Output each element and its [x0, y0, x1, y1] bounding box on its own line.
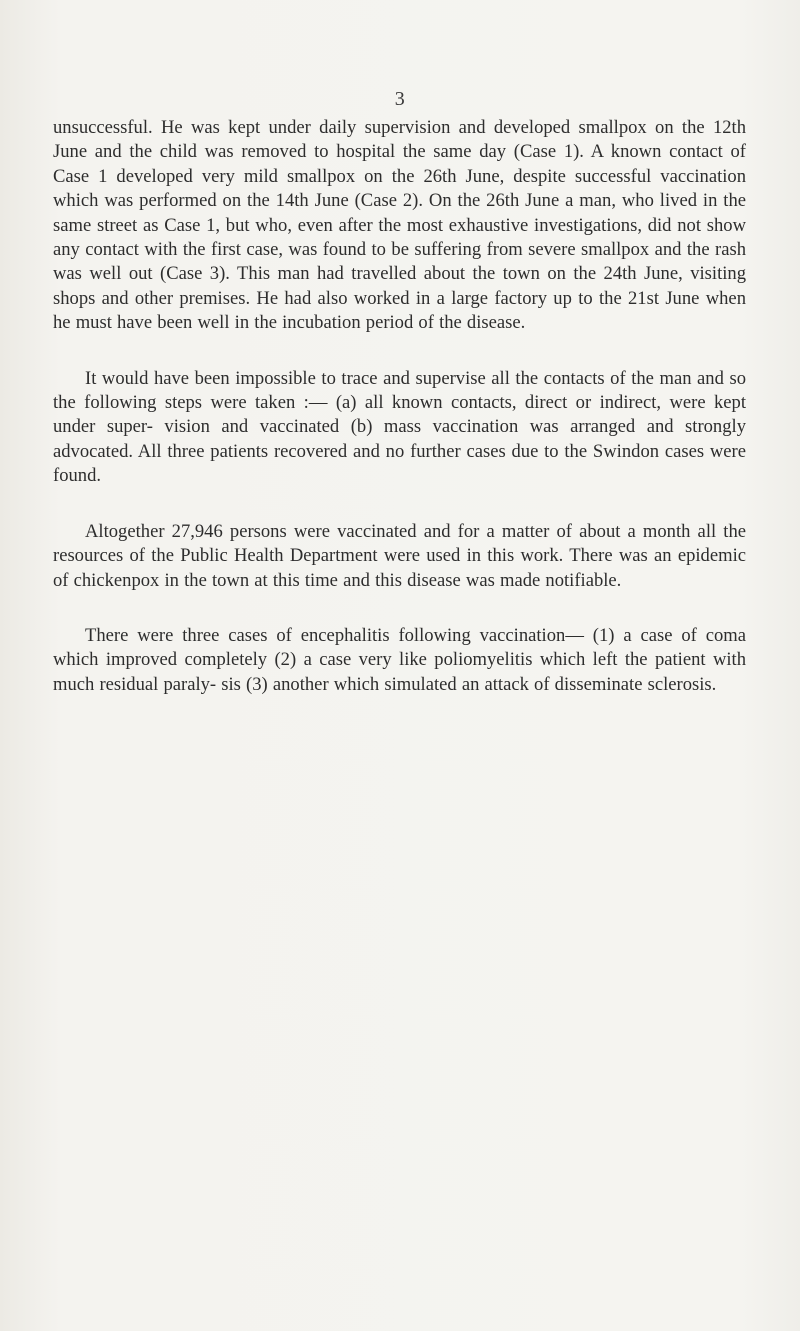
body-text [53, 116, 746, 697]
paragraph-vaccination-totals: Altogether 27,946 persons were vaccinated and for a matter of about a month all the resources of the Public Health Department were used in this work. There was an epidemic of chickenpox in the town at this time and this disease was made notifiable. [53, 520, 746, 591]
page-number: 3 [394, 88, 406, 110]
paragraph-contact-tracing: It would have been impossible to trace and supervise all the contacts of the man and so the following steps were taken :— (a) all known contacts, direct or indirect, were kept under super- vision and vaccinated (b) mass vaccination was arranged and strongly advocated. All three patients recovered and no further cases due to the Swindon cases were found. [53, 367, 746, 487]
paragraph-encephalitis-cases: There were three cases of encephalitis following vaccination— (1) a case of coma which improved completely (2) a case very like poliomyelitis which left the patient with much residual paraly- sis (3) another which simulated an attack of disseminate sclerosis. [53, 624, 746, 695]
paragraph-smallpox-cases: unsuccessful. He was kept under daily supervision and developed smallpox on the 12th June and the child was removed to hospital the same day (Case 1). A known contact of Case 1 developed very mild smallpox on the 26th June, despite successful vaccination which was performed on the 14th June (Case 2). On the 26th June a man, who lived in the same street as Case 1, but who, even after the most exhaustive investigations, did not show any contact with the first case, was found to be suffering from severe smallpox and the rash was well out (Case 3). This man had travelled about the town on the 24th June, visiting shops and other premises. He had also worked in a large factory up to the 21st June when he must have been well in the incubation period of the disease. [53, 117, 746, 334]
